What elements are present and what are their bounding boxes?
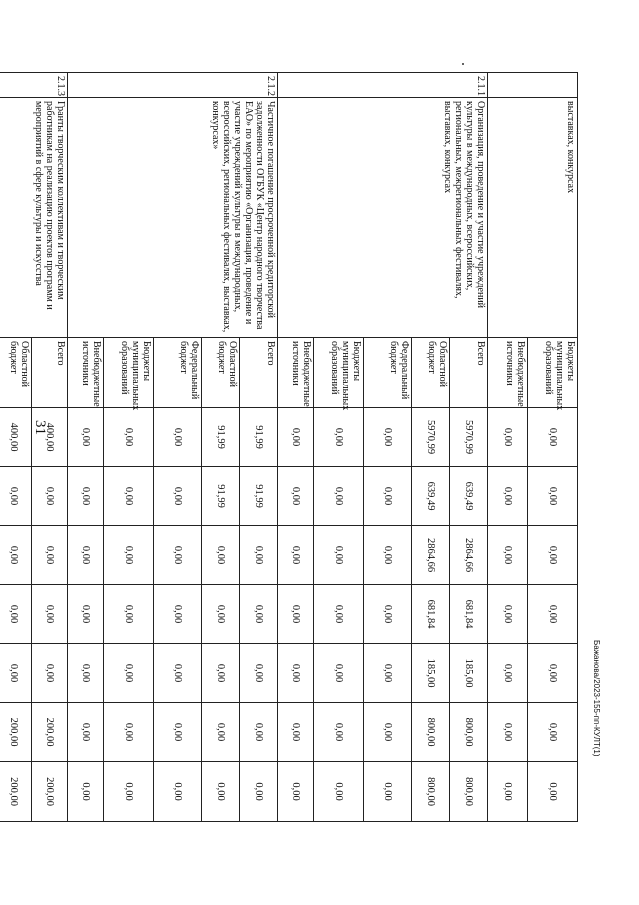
item-name: Организация, проведение и участие учреждений культуры в международных, всероссийских, региональных, межрегиональных фестивалях, выставках, конкурсах [278, 98, 488, 338]
amount-cell: 0,00 [240, 762, 278, 822]
amount-cell: 0,00 [104, 585, 154, 644]
amount-cell: 0,00 [104, 644, 154, 703]
amount-cell: 0,00 [488, 526, 528, 585]
amount-cell: 0,00 [202, 644, 240, 703]
amount-cell: 0,00 [104, 408, 154, 467]
amount-cell: 0,00 [154, 585, 202, 644]
amount-cell: 0,00 [278, 467, 314, 526]
amount-cell: 639,49 [412, 467, 450, 526]
funding-source: Внебюджетные источники [68, 338, 104, 408]
funding-source: Областной бюджет [412, 338, 450, 408]
amount-cell: 0,00 [488, 408, 528, 467]
amount-cell: 0,00 [364, 526, 412, 585]
amount-cell: 0,00 [32, 467, 68, 526]
amount-cell: 0,00 [278, 408, 314, 467]
amount-cell: 0,00 [240, 526, 278, 585]
amount-cell: 0,00 [68, 467, 104, 526]
amount-cell: 200,00 [32, 762, 68, 822]
amount-cell: 400,00 [0, 408, 32, 467]
amount-cell: 0,00 [154, 703, 202, 762]
amount-cell: 0,00 [104, 526, 154, 585]
funding-source: Внебюджетные источники [278, 338, 314, 408]
amount-cell: 681,84 [450, 585, 488, 644]
amount-cell: 0,00 [528, 585, 578, 644]
amount-cell: 0,00 [32, 526, 68, 585]
amount-cell: 0,00 [528, 762, 578, 822]
amount-cell: 0,00 [314, 467, 364, 526]
document-code: Бажанова/2023-155-пп-КУЛТ(1) [592, 640, 601, 757]
funding-source: Бюджеты муниципальных образований [528, 338, 578, 408]
funding-source: Всего [32, 338, 68, 408]
amount-cell: 200,00 [32, 703, 68, 762]
item-code: 2.1.1 [278, 73, 488, 98]
budget-table-body [0, 73, 578, 822]
amount-cell: 0,00 [278, 644, 314, 703]
amount-cell: 0,00 [314, 703, 364, 762]
amount-cell: 0,00 [240, 644, 278, 703]
amount-cell: 0,00 [154, 526, 202, 585]
amount-cell: 0,00 [68, 526, 104, 585]
amount-cell: 2864,66 [412, 526, 450, 585]
budget-table [0, 72, 578, 822]
amount-cell: 0,00 [314, 526, 364, 585]
scan-speck [462, 63, 464, 65]
amount-cell: 800,00 [412, 762, 450, 822]
amount-cell: 0,00 [314, 762, 364, 822]
amount-cell: 0,00 [68, 703, 104, 762]
amount-cell: 0,00 [202, 585, 240, 644]
amount-cell: 800,00 [450, 703, 488, 762]
amount-cell: 0,00 [488, 644, 528, 703]
amount-cell: 0,00 [154, 762, 202, 822]
amount-cell: 0,00 [278, 762, 314, 822]
amount-cell: 0,00 [32, 585, 68, 644]
amount-cell: 2864,66 [450, 526, 488, 585]
amount-cell: 800,00 [450, 762, 488, 822]
amount-cell: 0,00 [32, 644, 68, 703]
item-name: выставках, конкурсах [488, 98, 578, 338]
item-code [488, 73, 578, 98]
amount-cell: 0,00 [528, 644, 578, 703]
amount-cell: 639,49 [450, 467, 488, 526]
amount-cell: 0,00 [278, 526, 314, 585]
amount-cell: 0,00 [488, 585, 528, 644]
amount-cell: 0,00 [202, 526, 240, 585]
amount-cell: 0,00 [488, 703, 528, 762]
amount-cell: 0,00 [0, 467, 32, 526]
funding-source: Областной бюджет [202, 338, 240, 408]
amount-cell: 0,00 [154, 644, 202, 703]
amount-cell: 0,00 [528, 467, 578, 526]
amount-cell: 0,00 [364, 703, 412, 762]
amount-cell: 5970,99 [450, 408, 488, 467]
amount-cell: 0,00 [364, 762, 412, 822]
amount-cell: 0,00 [104, 467, 154, 526]
item-name: Частичное погашение просроченной кредиторской задолженности ОГБУК «Центр народного творчества ЕАО» по мероприятию «Организация, проведение и участие учреждений культуры в международных, всероссийских, региональных фестивалях, выставках, конкурсах» [68, 98, 278, 338]
amount-cell: 0,00 [240, 703, 278, 762]
amount-cell: 185,00 [450, 644, 488, 703]
amount-cell: 681,84 [412, 585, 450, 644]
table-row [32, 73, 68, 822]
amount-cell: 0,00 [364, 467, 412, 526]
amount-cell: 800,00 [412, 703, 450, 762]
funding-source: Областной бюджет [0, 338, 32, 408]
page-number: 31 [32, 420, 48, 435]
amount-cell: 0,00 [68, 408, 104, 467]
funding-source: Федеральный бюджет [364, 338, 412, 408]
amount-cell: 0,00 [0, 644, 32, 703]
amount-cell: 0,00 [314, 408, 364, 467]
amount-cell: 91,99 [202, 467, 240, 526]
amount-cell: 0,00 [154, 408, 202, 467]
amount-cell: 400,00 [32, 408, 68, 467]
funding-source: Внебюджетные источники [488, 338, 528, 408]
amount-cell: 0,00 [528, 703, 578, 762]
amount-cell: 0,00 [278, 585, 314, 644]
amount-cell: 0,00 [364, 644, 412, 703]
funding-source: Федеральный бюджет [154, 338, 202, 408]
amount-cell: 0,00 [0, 526, 32, 585]
amount-cell: 0,00 [68, 762, 104, 822]
item-name: Гранты творческим коллективам и творческим работникам на реализацию проектов программ и мероприятий в сфере культуры и искусства [0, 98, 68, 338]
amount-cell: 0,00 [0, 585, 32, 644]
item-code: 2.1.2 [68, 73, 278, 98]
amount-cell: 185,00 [412, 644, 450, 703]
amount-cell: 0,00 [528, 526, 578, 585]
table-row [450, 73, 488, 822]
table-row [528, 73, 578, 822]
amount-cell: 0,00 [104, 762, 154, 822]
funding-source: Бюджеты муниципальных образований [104, 338, 154, 408]
amount-cell: 0,00 [314, 644, 364, 703]
amount-cell: 91,99 [240, 467, 278, 526]
funding-source: Всего [240, 338, 278, 408]
funding-source: Всего [450, 338, 488, 408]
amount-cell: 0,00 [488, 467, 528, 526]
table-row [240, 73, 278, 822]
amount-cell: 0,00 [202, 703, 240, 762]
amount-cell: 91,99 [202, 408, 240, 467]
amount-cell: 0,00 [364, 408, 412, 467]
amount-cell: 0,00 [314, 585, 364, 644]
amount-cell: 0,00 [68, 644, 104, 703]
amount-cell: 0,00 [528, 408, 578, 467]
amount-cell: 0,00 [104, 703, 154, 762]
amount-cell: 200,00 [0, 762, 32, 822]
item-code: 2.1.3 [0, 73, 68, 98]
amount-cell: 0,00 [364, 585, 412, 644]
amount-cell: 91,99 [240, 408, 278, 467]
amount-cell: 0,00 [488, 762, 528, 822]
amount-cell: 0,00 [68, 585, 104, 644]
amount-cell: 0,00 [154, 467, 202, 526]
amount-cell: 0,00 [278, 703, 314, 762]
amount-cell: 200,00 [0, 703, 32, 762]
amount-cell: 0,00 [240, 585, 278, 644]
amount-cell: 5970,99 [412, 408, 450, 467]
amount-cell: 0,00 [202, 762, 240, 822]
funding-source: Бюджеты муниципальных образований [314, 338, 364, 408]
